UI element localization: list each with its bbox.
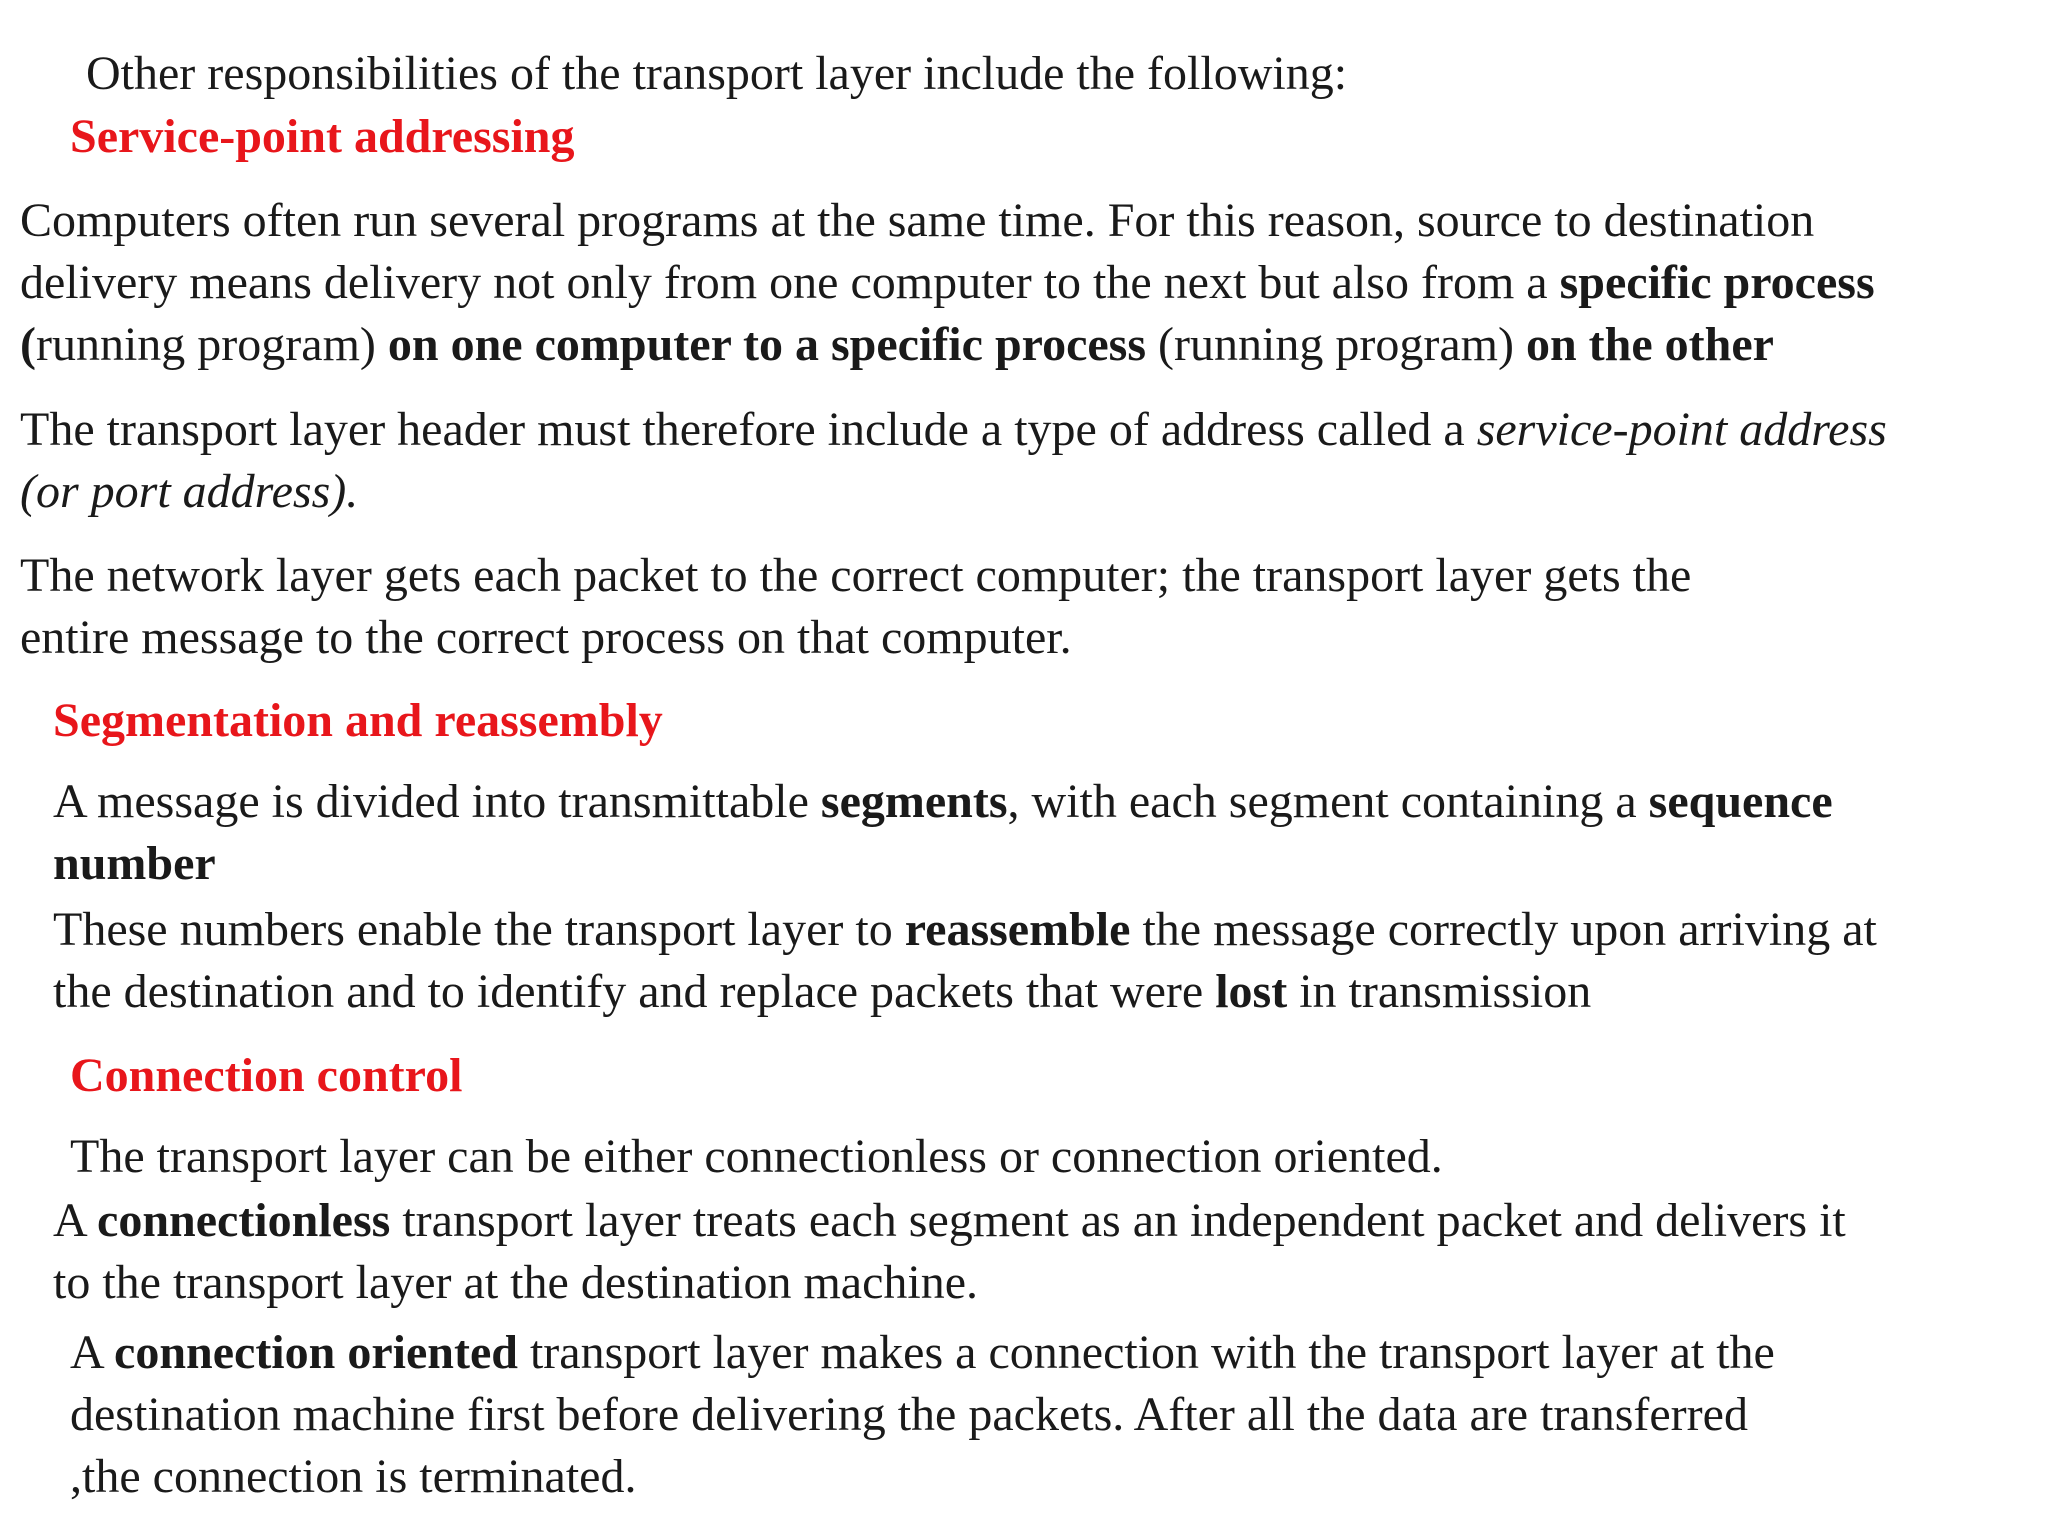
service-point-p3-line1: The network layer gets each packet to the correct computer; the transport layer gets the <box>20 549 1692 602</box>
segmentation-p2-line2: the destination and to identify and replace packets that were lost in transmission <box>53 965 1592 1018</box>
connection-p2-line2: to the transport layer at the destination machine. <box>53 1256 979 1309</box>
heading-service-point-addressing: Service-point addressing <box>70 110 575 163</box>
service-point-p1-line2: delivery means delivery not only from one computer to the next but also from a specific process <box>20 256 1875 309</box>
connection-p3-line3: ,the connection is terminated. <box>70 1450 637 1503</box>
service-point-p1-line3: (running program) on one computer to a specific process (running program) on the other <box>20 318 1774 371</box>
connection-p2-line1: A connectionless transport layer treats each segment as an independent packet and delivers it <box>53 1194 1846 1247</box>
heading-segmentation-and-reassembly: Segmentation and reassembly <box>53 694 663 747</box>
segmentation-p1-line2: number <box>53 837 216 890</box>
intro-text: Other responsibilities of the transport layer include the following: <box>86 47 1348 100</box>
service-point-p2-line2: (or port address). <box>20 465 359 518</box>
service-point-p2-line1: The transport layer header must therefore include a type of address called a service-point address <box>20 403 1887 456</box>
connection-p3-line2: destination machine first before delivering the packets. After all the data are transferred <box>70 1388 1748 1441</box>
service-point-p3-line2: entire message to the correct process on that computer. <box>20 611 1072 664</box>
service-point-p1-line1: Computers often run several programs at the same time. For this reason, source to destination <box>20 194 1815 247</box>
heading-connection-control: Connection control <box>70 1049 463 1102</box>
connection-p1: The transport layer can be either connectionless or connection oriented. <box>70 1130 1443 1183</box>
segmentation-p1-line1: A message is divided into transmittable segments, with each segment containing a sequence <box>53 775 1833 828</box>
segmentation-p2-line1: These numbers enable the transport layer to reassemble the message correctly upon arriving at <box>53 903 1877 956</box>
connection-p3-line1: A connection oriented transport layer makes a connection with the transport layer at the <box>70 1326 1775 1379</box>
